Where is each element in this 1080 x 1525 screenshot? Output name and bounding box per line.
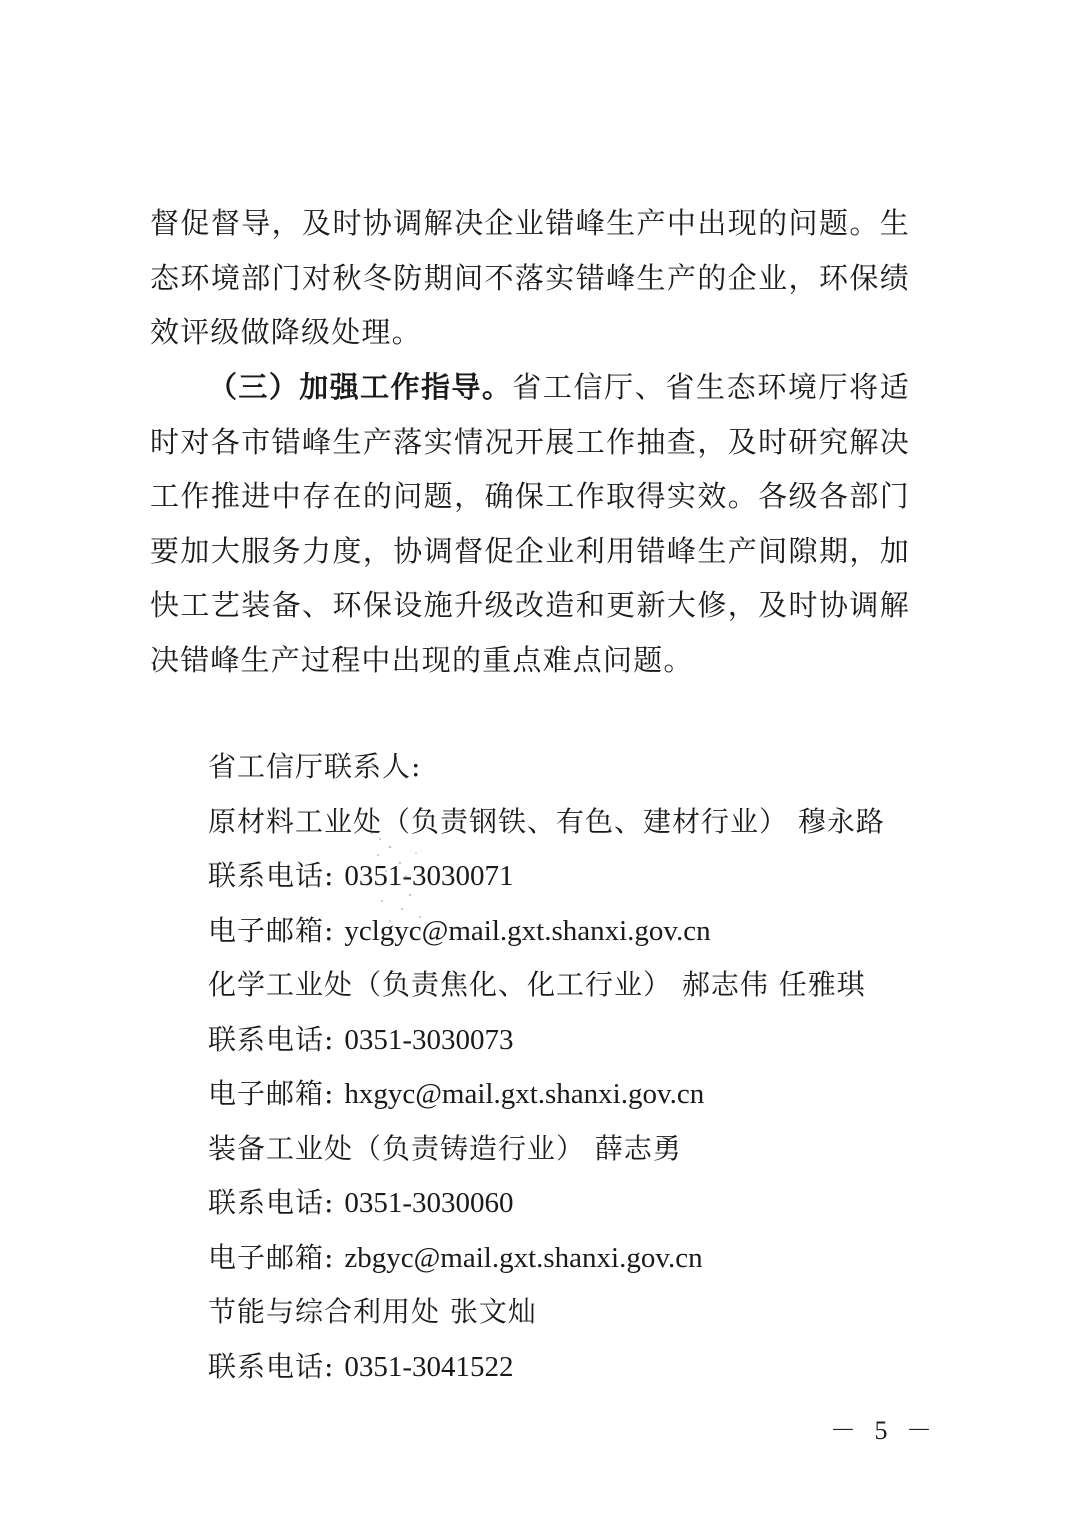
contact-list [208, 740, 928, 1394]
phone-number: 0351-3030073 [344, 1023, 514, 1056]
contact-phone [208, 1013, 928, 1068]
contact-department: 原材料工业处（负责钢铁、有色、建材行业） 穆永路 [208, 804, 885, 838]
email-label: 电子邮箱: [208, 1240, 345, 1274]
paragraph-2-body: 省工信厅、省生态环境厅将适时对各市错峰生产落实情况开展工作抽查，及时研究解决工作推进中存在的问题，确保工作取得实效。各级各部门要加大服务力度，协调督促企业利用错峰生产间隙期，加快工艺装备、环保设施升级改造和更新大修，及时协调解决错峰生产过程中出现的重点难点问题。 [150, 370, 910, 677]
contact-phone [208, 1340, 928, 1395]
email-address: hxgyc@mail.gxt.shanxi.gov.cn [344, 1078, 705, 1110]
phone-number: 0351-3041522 [344, 1350, 514, 1383]
contact-email [208, 904, 928, 959]
paragraph-2 [150, 360, 910, 687]
email-address: yclgyc@mail.gxt.shanxi.gov.cn [344, 914, 711, 947]
phone-number: 0351-3030071 [344, 860, 514, 892]
section-heading: （三）加强工作指导。 [208, 370, 513, 404]
contact-department: 装备工业处（负责铸造行业） 薛志勇 [208, 1131, 682, 1165]
email-address: zbgyc@mail.gxt.shanxi.gov.cn [344, 1241, 703, 1274]
phone-label: 联系电话: [208, 1349, 345, 1383]
email-label: 电子邮箱: [208, 913, 345, 947]
contact-department: 化学工业处（负责焦化、化工行业） 郝志伟 任雅琪 [208, 968, 866, 1001]
contact-email [208, 1067, 928, 1122]
contact-phone [208, 1176, 928, 1231]
contact-department: 节能与综合利用处 张文灿 [208, 1295, 537, 1328]
phone-label: 联系电话: [208, 859, 345, 892]
contact-email [208, 1231, 928, 1286]
phone-label: 联系电话: [208, 1186, 345, 1219]
email-label: 电子邮箱: [208, 1077, 345, 1110]
phone-label: 联系电话: [208, 1022, 345, 1056]
paragraph-1: 督促督导，及时协调解决企业错峰生产中出现的问题。生态环境部门对秋冬防期间不落实错峰生产的企业，环保绩效评级做降级处理。 [150, 206, 910, 349]
contact-list-title: 省工信厅联系人: [208, 750, 422, 783]
phone-number: 0351-3030060 [344, 1187, 514, 1219]
page-number: － 5 － [830, 1416, 939, 1445]
contact-phone [208, 849, 928, 904]
